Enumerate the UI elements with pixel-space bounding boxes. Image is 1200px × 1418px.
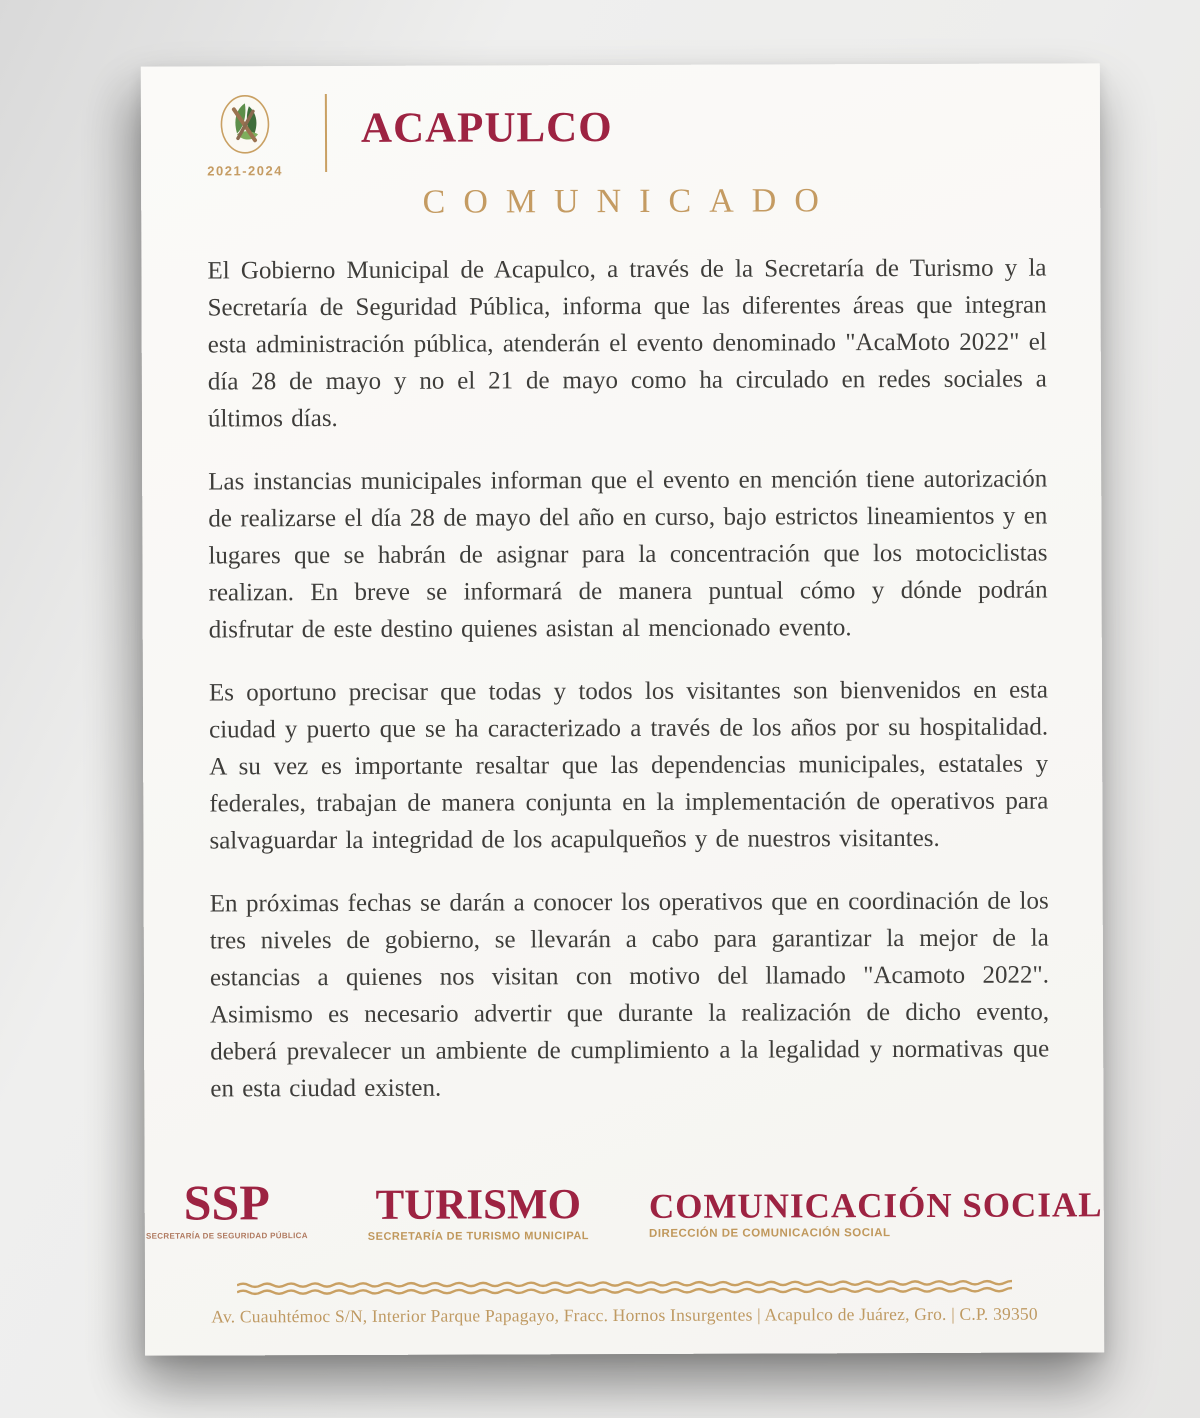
comunicacion-social-sublabel: DIRECCIÓN DE COMUNICACIÓN SOCIAL — [648, 1227, 891, 1240]
turismo-logo — [368, 1183, 589, 1243]
turismo-wordmark: TURISMO — [375, 1181, 582, 1229]
paragraph-2: Las instancias municipales informan que el evento en mención tiene autorización de realizarse el día 28 de mayo del año en curso, bajo estrictos lineamientos y en lugares que se habrán de asignar para la concentración que los motociclistas realizan. En breve se informará de manera puntual cómo y dónde podrán disfrutar de este destino quienes asistan al mencionado evento. — [208, 465, 1048, 644]
comunicacion-social-wordmark: COMUNICACIÓN SOCIAL — [648, 1185, 1103, 1226]
header-divider — [325, 94, 327, 172]
municipal-logo — [195, 92, 295, 178]
turismo-sublabel: SECRETARÍA DE TURISMO MUNICIPAL — [367, 1230, 590, 1243]
comunicacion-social-logo — [649, 1187, 1103, 1240]
ssp-wordmark: SSP — [183, 1174, 270, 1231]
body-text — [207, 250, 1049, 1171]
double-wave-separator-icon — [237, 1278, 1012, 1299]
acapulco-seal-icon — [195, 94, 295, 158]
paragraph-1: El Gobierno Municipal de Acapulco, a través de la Secretaría de Turismo y la Secretaría de Seguridad Pública, informa que las diferentes áreas que integran esta administración pública, atenderán el evento denominado "AcaMoto 2022" el día 28 de mayo y no el 21 de mayo como ha circulado en redes sociales a últimos días. — [207, 254, 1047, 433]
ssp-sublabel: SECRETARÍA DE SEGURIDAD PÚBLICA — [145, 1231, 308, 1241]
paragraph-3: Es oportuno precisar que todas y todos los visitantes son bienvenidos en esta ciudad y puerto que se ha caracterizado a través de los años por su hospitalidad. A su vez es importante resaltar que las dependencias municipales, estatales y federales, trabajan de manera conjunta en la implementación de operativos para salvaguardar la integridad de los acapulqueños y de nuestros visitantes. — [208, 676, 1049, 855]
page-title: COMUNICADO — [422, 182, 837, 221]
ssp-logo — [145, 1174, 308, 1241]
footer-address: Av. Cuauhtémoc S/N, Interior Parque Papagayo, Fracc. Hornos Insurgentes | Acapulco de Juárez, Gro. | C.P. 39350 — [211, 1303, 1038, 1327]
masthead — [195, 91, 613, 178]
paragraph-4: En próximas fechas se darán a conocer los operativos que en coordinación de los tres niveles de gobierno, se llevarán a cabo para garantizar la mejor de la estancias a quienes nos visitan con motivo del llamado "Acamoto 2022". Asimismo es necesario advertir que durante la realización de dicho evento, deberá prevalecer un ambiente de cumplimiento a la legalidad y normativas que en esta ciudad existen. — [209, 887, 1050, 1103]
acapulco-wordmark: ACAPULCO — [360, 104, 613, 152]
communique-page — [141, 63, 1104, 1355]
footer-logos — [145, 1174, 1104, 1243]
administration-years: 2021-2024 — [207, 163, 283, 179]
